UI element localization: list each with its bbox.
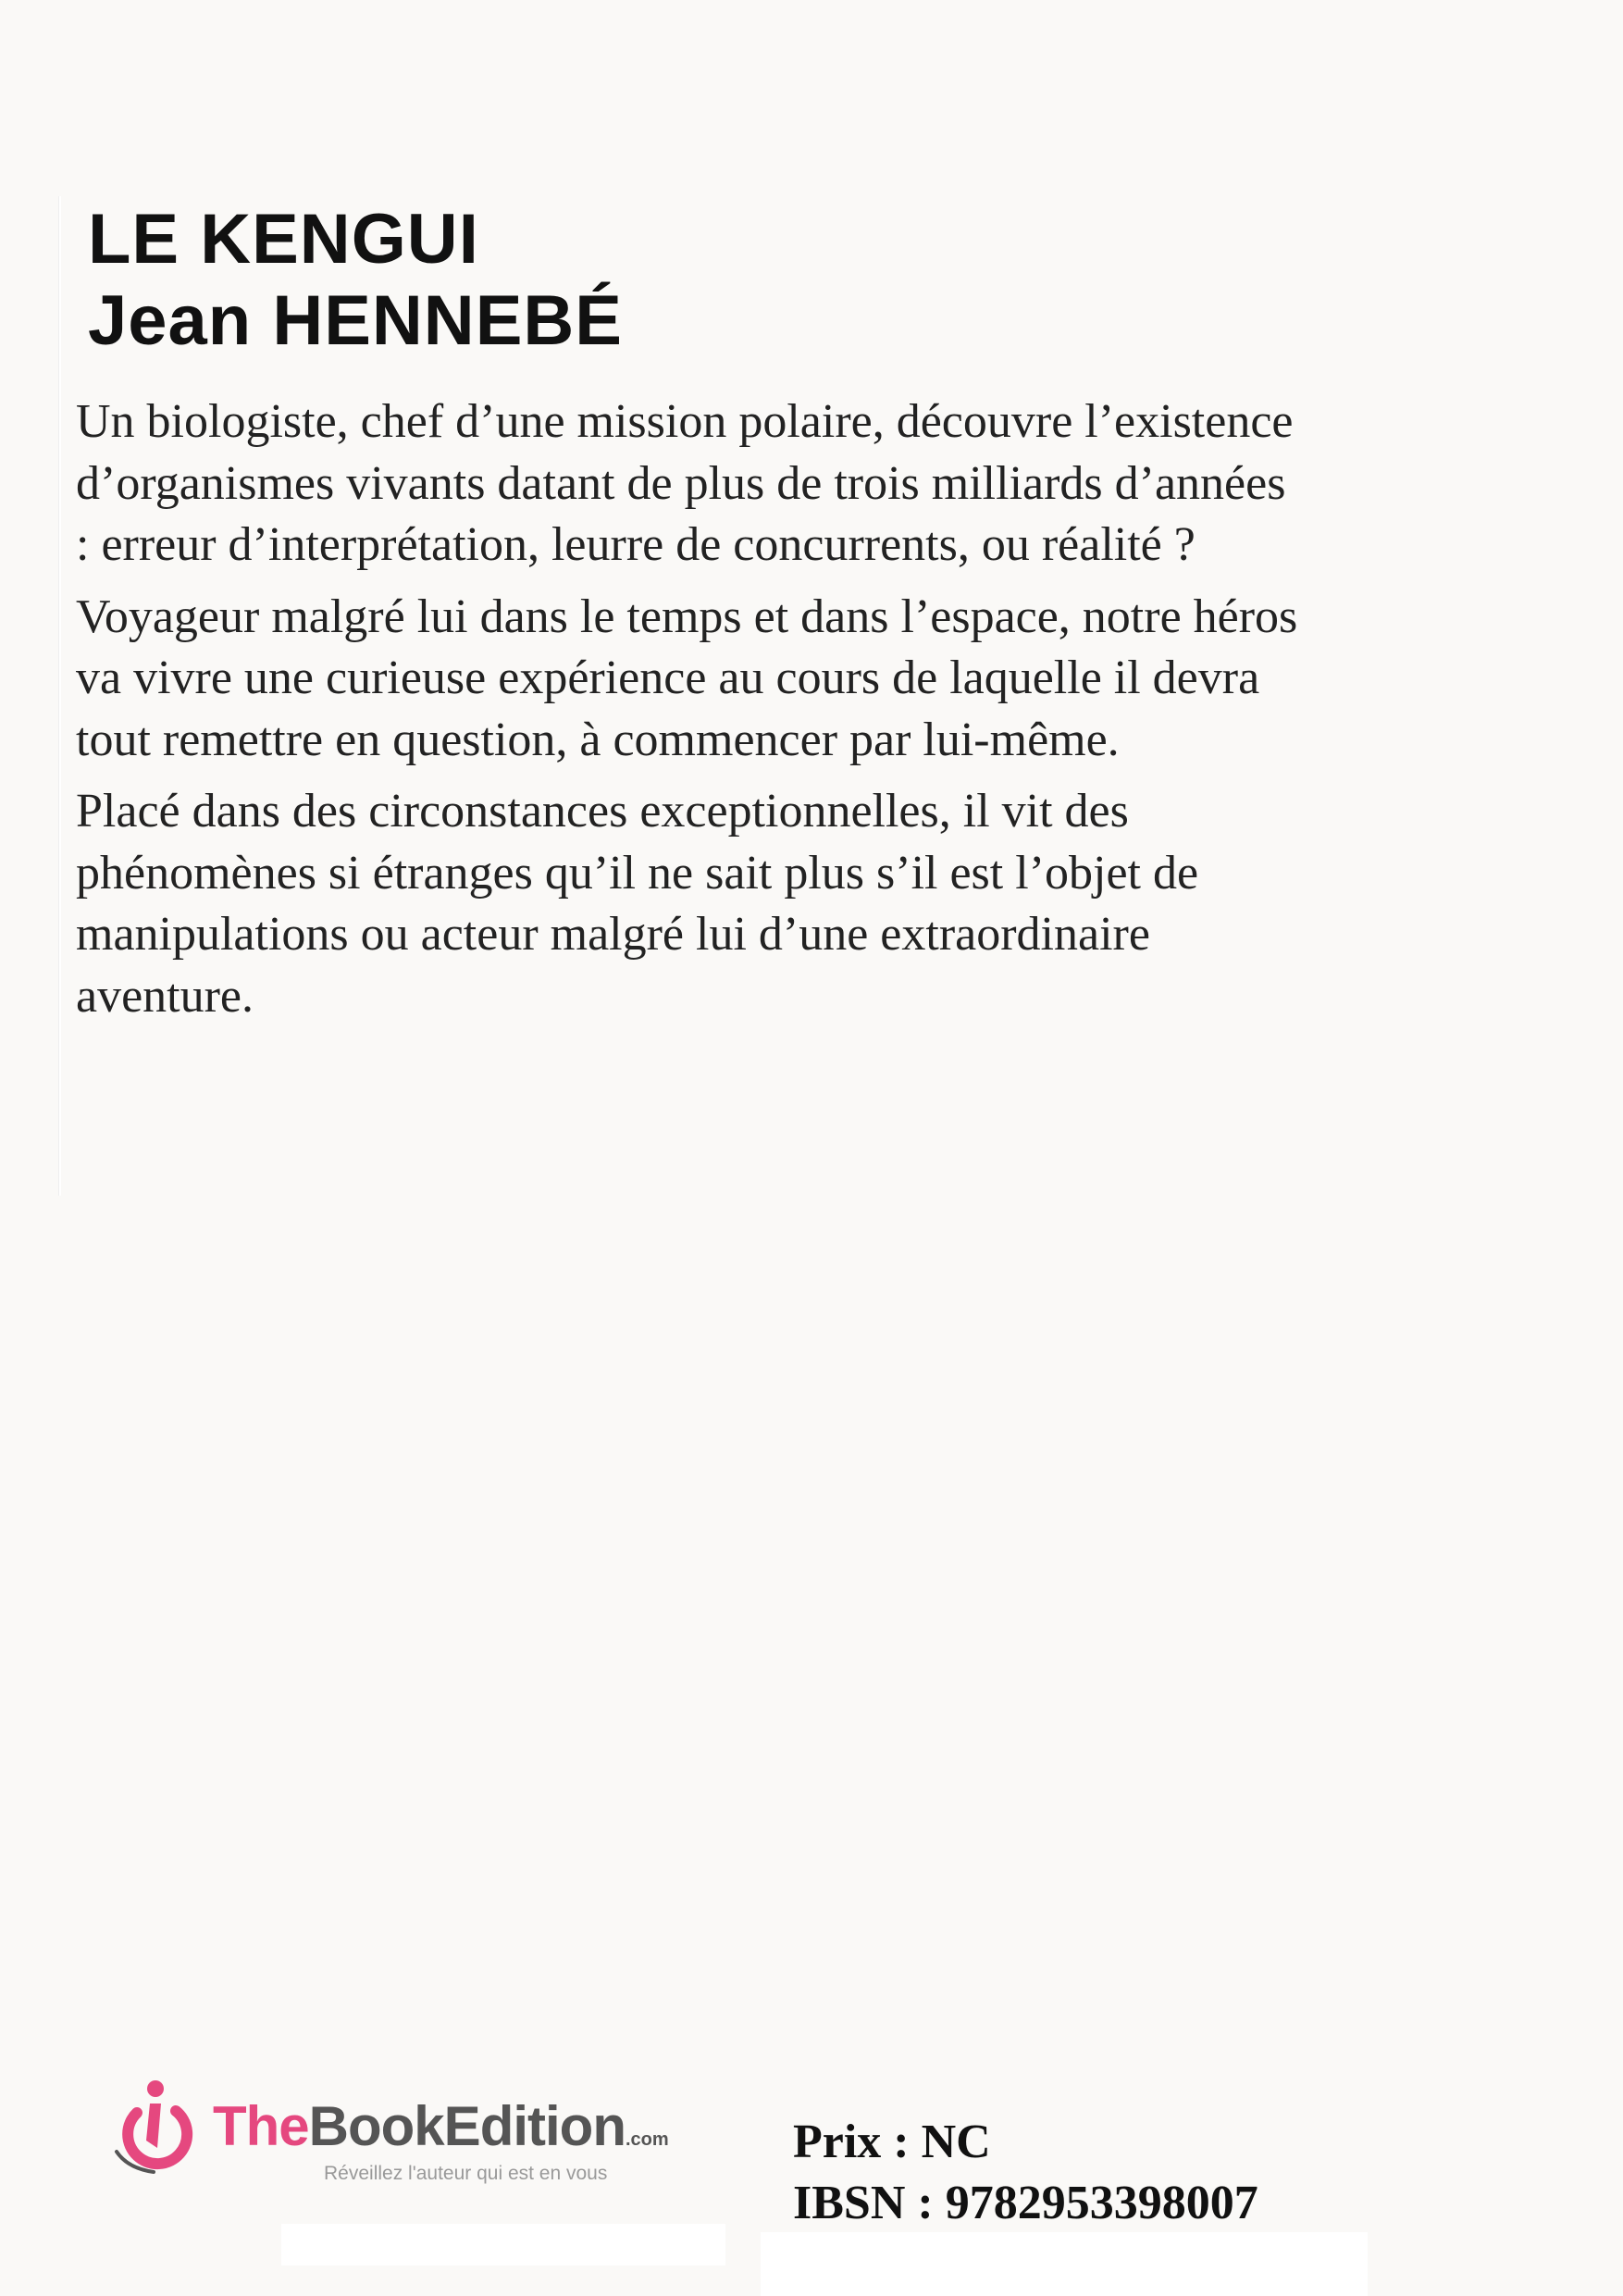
title-block xyxy=(88,199,623,362)
left-divider xyxy=(59,196,61,1196)
isbn-label: IBSN : 9782953398007 xyxy=(793,2177,1258,2229)
book-author: Jean HENNEBÉ xyxy=(88,281,623,360)
logo-com: .com xyxy=(625,2129,669,2150)
blurb-paragraph-1: Un biologiste, chef d’une mission polaire, découvre l’existence d’organismes vivants datant de plus de trois milliards d’années : erreur d’interprétation, leurre de concurrents, ou réalité ? xyxy=(76,395,1294,571)
logo-the: The xyxy=(213,2095,309,2157)
logo-tagline: Réveillez l'auteur qui est en vous xyxy=(324,2163,608,2184)
blurb-paragraph-2: Voyageur malgré lui dans le temps et dans l’espace, notre héros va vivre une curieuse expérience au cours de laquelle il devra tout remettre en question, à commencer par lui-même. xyxy=(76,590,1298,766)
logo-bookedition: BookEdition xyxy=(308,2095,626,2157)
publisher-logo xyxy=(109,2076,757,2196)
logo-wordmark xyxy=(213,2096,669,2170)
blurb xyxy=(76,391,1307,1037)
white-patch-right xyxy=(761,2232,1368,2296)
blurb-paragraph-3: Placé dans des circonstances exceptionnelles, il vit des phénomènes si étranges qu’il ne sait plus s’il est l’objet de manipulations ou acteur malgré lui d’une extraordinaire aventure. xyxy=(76,785,1199,1023)
price-label: Prix : NC xyxy=(793,2116,991,2168)
person-ring-logo-icon xyxy=(109,2076,202,2187)
book-title: LE KENGUI xyxy=(88,200,479,279)
white-patch-left xyxy=(281,2224,725,2265)
